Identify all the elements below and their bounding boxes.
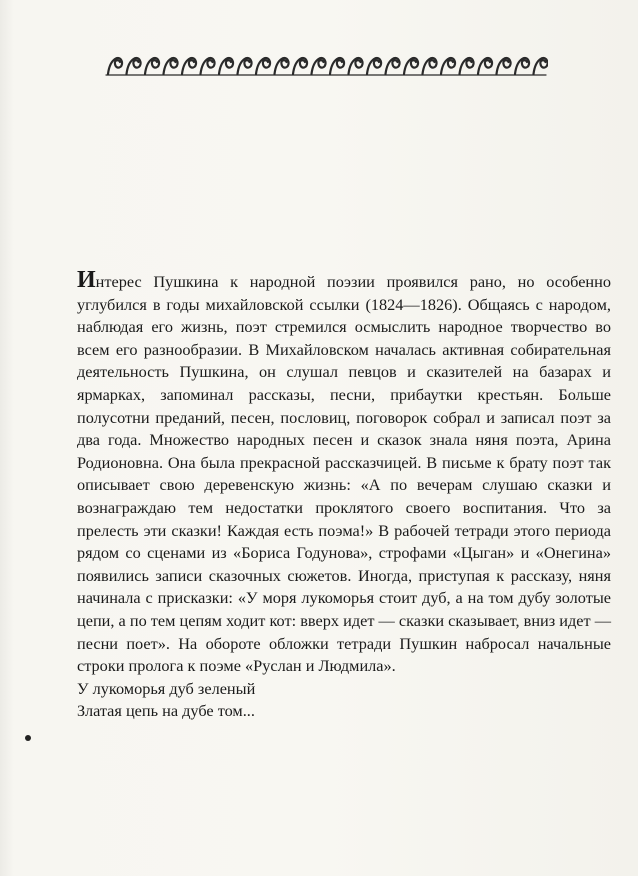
ornament-curl [108,58,122,74]
ornament-curl [441,58,455,74]
ornament-curl [275,58,289,74]
ornament-curl [256,58,270,74]
ornament-curl [127,58,141,74]
ornament-curl [219,58,233,74]
ornament-curl [423,58,437,74]
article-paragraph [77,267,611,678]
ornament-curl [164,58,178,74]
scroll-border-ornament-icon [104,48,548,82]
article-text [77,267,611,723]
verse-line-1: У лукоморья дуб зеленый [77,678,256,698]
verse-line-2: Златая цепь на дубе том... [77,701,255,721]
ink-speck [25,735,31,741]
ornament-curl [293,58,307,74]
ornament-curl [145,58,159,74]
ornament-curl [367,58,381,74]
ornament-curl [497,58,511,74]
article-body: нтерес Пушкина к народной поэзии проявился рано, но особенно углубился в годы михайловской ссылки (1824—1826). Общаясь с народом, наблюдая его жизнь, поэт стремился осмыслить народное творчество во всем его разнообразии. В Михайловском началась активная собирательная деятельность Пушкина, он слушал певцов и сказителей на базарах и ярмарках, запоминал рассказы, песни, прибаутки крестьян. Больше полусотни преданий, песен, пословиц, поговорок собрал и записал поэт за два года. Множество народных песен и сказок знала няня поэта, Арина Родионовна. Она была прекрасной рассказчицей. В письме к брату поэт так описывает свою деревенскую жизнь: «А по вечерам слушаю сказки и вознаграждаю тем недостатки проклятого своего воспитания. Что за прелесть эти сказки! Каждая есть поэма!» В рабочей тетради этого периода рядом со сценами из «Бориса Годунова», строфами «Цыган» и «Онегина» появились записи сказочных сюжетов. Иногда, приступая к рассказу, няня начинала с присказки: «У моря лукоморья стоит дуб, а на том дубу золотые цепи, а по тем цепям ходит кот: вверх идет — сказки сказывает, вниз идет — песни поет». На обороте обложки тетради Пушкин набросал начальные строки пролога к поэме «Руслан и Людмила». [77,272,611,676]
ornament-curl [404,58,418,74]
ornament-curl [515,58,529,74]
ornament-curl [312,58,326,74]
ornament-curl [330,58,344,74]
drop-cap: И [77,267,96,293]
ornament-curl [534,58,548,74]
ornament-curl [386,58,400,74]
ornament-curl [182,58,196,74]
ornament-curl [349,58,363,74]
ornament-curl [478,58,492,74]
ornament-curl [238,58,252,74]
ornament-curl [460,58,474,74]
ornament-curl [201,58,215,74]
